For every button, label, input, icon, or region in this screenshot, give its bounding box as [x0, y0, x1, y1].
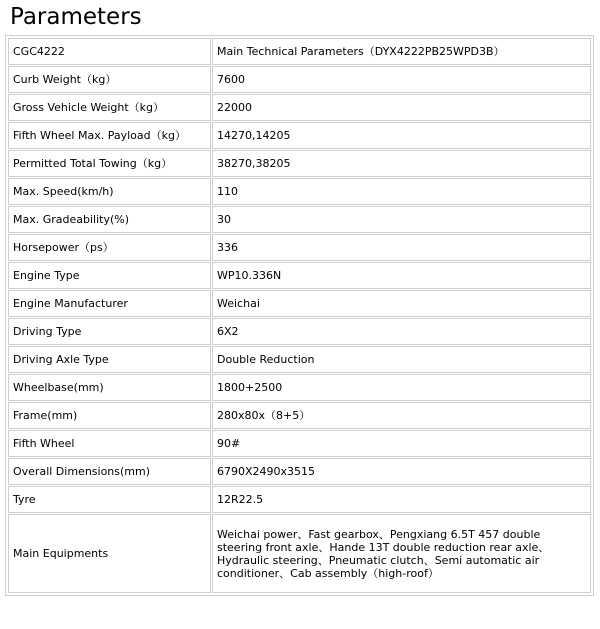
row-value: Main Technical Parameters（DYX4222PB25WPD3B）	[212, 38, 591, 65]
table-row	[8, 514, 591, 593]
table-row	[8, 346, 591, 373]
row-value: 1800+2500	[212, 374, 591, 401]
row-value: Weichai	[212, 290, 591, 317]
table-row	[8, 122, 591, 149]
row-value: Double Reduction	[212, 346, 591, 373]
row-label: Fifth Wheel	[8, 430, 211, 457]
table-row	[8, 318, 591, 345]
parameters-table	[7, 37, 592, 594]
row-value: 110	[212, 178, 591, 205]
row-label: Engine Type	[8, 262, 211, 289]
row-value: 6790X2490x3515	[212, 458, 591, 485]
row-label: Main Equipments	[8, 514, 211, 593]
row-label: Wheelbase(mm)	[8, 374, 211, 401]
table-row	[8, 66, 591, 93]
row-label: Overall Dimensions(mm)	[8, 458, 211, 485]
row-value: 22000	[212, 94, 591, 121]
table-row	[8, 38, 591, 65]
table-row	[8, 374, 591, 401]
row-label: Tyre	[8, 486, 211, 513]
row-value: Weichai power、Fast gearbox、Pengxiang 6.5T 457 double steering front axle、Hande 13T double reduction rear axle、Hydraulic steering、Pneumatic clutch、Semi automatic air conditioner、Cab assembly（high-roof）	[212, 514, 591, 593]
table-row	[8, 402, 591, 429]
table-row	[8, 430, 591, 457]
row-value: 38270,38205	[212, 150, 591, 177]
row-label: CGC4222	[8, 38, 211, 65]
row-value: 12R22.5	[212, 486, 591, 513]
row-value: 14270,14205	[212, 122, 591, 149]
table-row	[8, 150, 591, 177]
table-row	[8, 206, 591, 233]
row-label: Horsepower（ps）	[8, 234, 211, 261]
page-title: Parameters	[10, 4, 142, 30]
table-row	[8, 290, 591, 317]
table-row	[8, 262, 591, 289]
row-value: 7600	[212, 66, 591, 93]
row-label: Driving Axle Type	[8, 346, 211, 373]
row-label: Curb Weight（kg）	[8, 66, 211, 93]
row-label: Max. Gradeability(%)	[8, 206, 211, 233]
row-label: Driving Type	[8, 318, 211, 345]
row-label: Gross Vehicle Weight（kg）	[8, 94, 211, 121]
parameters-table-container	[5, 35, 594, 596]
row-value: WP10.336N	[212, 262, 591, 289]
row-label: Fifth Wheel Max. Payload（kg）	[8, 122, 211, 149]
table-row	[8, 458, 591, 485]
table-row	[8, 486, 591, 513]
row-label: Max. Speed(km/h)	[8, 178, 211, 205]
table-row	[8, 178, 591, 205]
table-row	[8, 234, 591, 261]
row-value: 6X2	[212, 318, 591, 345]
table-row	[8, 94, 591, 121]
row-label: Permitted Total Towing（kg）	[8, 150, 211, 177]
row-label: Engine Manufacturer	[8, 290, 211, 317]
row-value: 30	[212, 206, 591, 233]
row-value: 280x80x（8+5）	[212, 402, 591, 429]
row-value: 90#	[212, 430, 591, 457]
row-label: Frame(mm)	[8, 402, 211, 429]
row-value: 336	[212, 234, 591, 261]
